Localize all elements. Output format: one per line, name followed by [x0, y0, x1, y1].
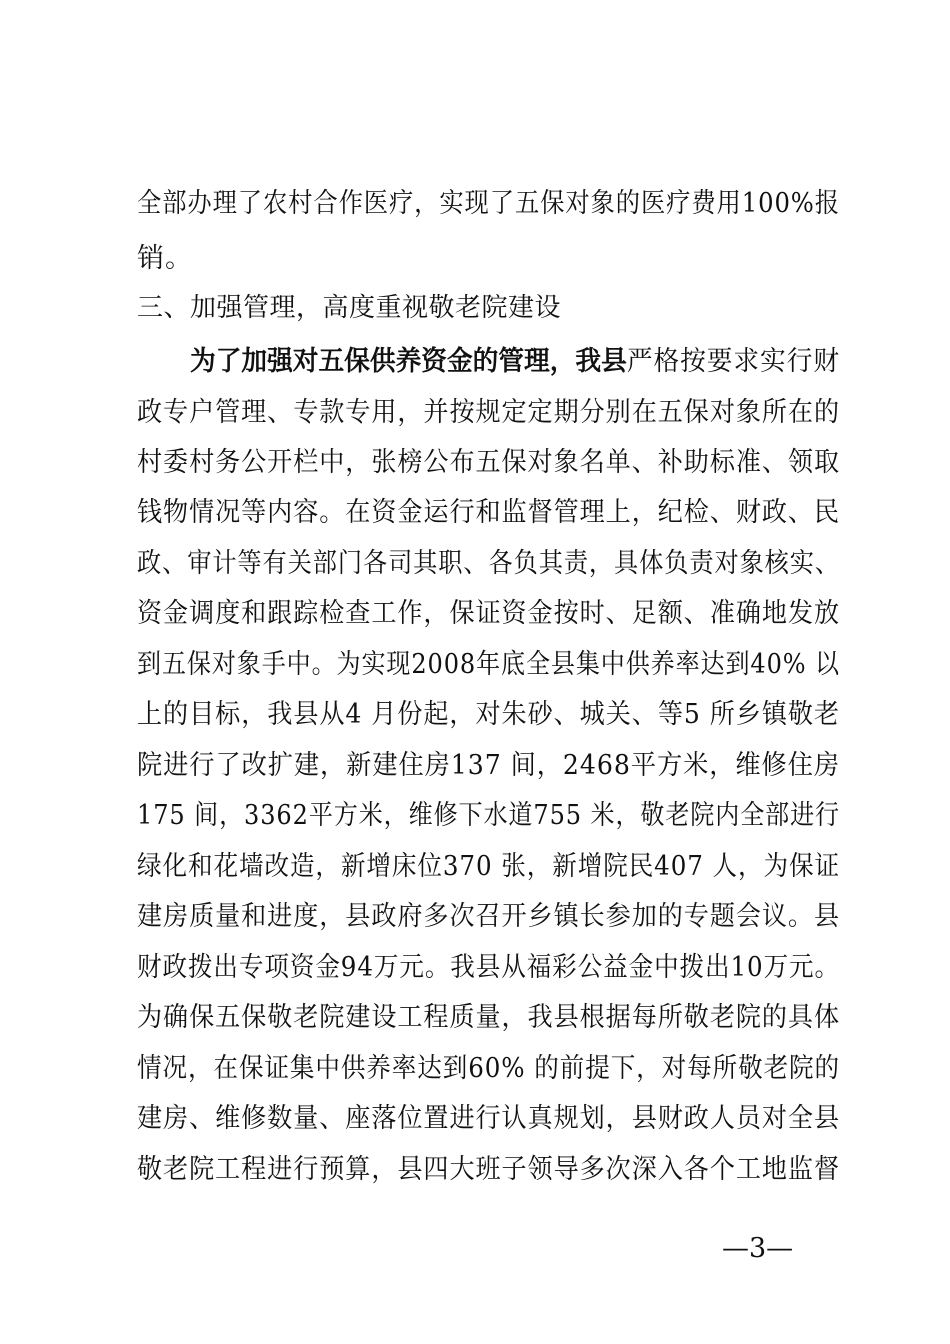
text-line: 财政拨出专项资金94万元。我县从福彩公益金中拨出10万元。: [137, 952, 840, 983]
text-line: 建房质量和进度，县政府多次召开乡镇长参加的专题会议。县: [137, 901, 840, 932]
text-line: 建房、维修数量、座落位置进行认真规划，县财政人员对全县: [137, 1103, 840, 1134]
text-line: 政、审计等有关部门各司其职、各负其责，具体负责对象核实、: [137, 548, 840, 579]
text-line: 为确保五保敬老院建设工程质量，我县根据每所敬老院的具体: [137, 1002, 840, 1033]
text-line: 钱物情况等内容。在资金运行和监督管理上，纪检、财政、民: [137, 497, 840, 528]
page-number: —3—: [722, 1233, 794, 1264]
text-line: 情况，在保证集中供养率达到60% 的前提下，对每所敬老院的: [137, 1053, 840, 1084]
paragraph-first-line: [190, 345, 840, 379]
text-line: 全部办理了农村合作医疗，实现了五保对象的医疗费用100%报: [137, 188, 840, 219]
text-span: 严格按要求实行财: [626, 346, 840, 377]
text-line: 175 间，3362平方米，维修下水道755 米，敬老院内全部进行: [137, 800, 840, 831]
text-line: 村委村务公开栏中，张榜公布五保对象名单、补助标准、领取: [137, 447, 840, 478]
bold-lead-text: 为了加强对五保供养资金的管理，我县: [190, 346, 627, 377]
text-line: 销。: [137, 243, 193, 274]
text-line: 资金调度和跟踪检查工作，保证资金按时、足额、准确地发放: [137, 598, 840, 629]
section-heading: 三、加强管理，高度重视敬老院建设: [137, 293, 562, 323]
text-line: 敬老院工程进行预算，县四大班子领导多次深入各个工地监督: [137, 1154, 840, 1185]
text-line: 上的目标，我县从4 月份起，对朱砂、城关、等5 所乡镇敬老: [137, 699, 840, 730]
text-line: 院进行了改扩建，新建住房137 间，2468平方米，维修住房: [137, 750, 840, 781]
text-line: 绿化和花墙改造，新增床位370 张，新增院民407 人，为保证: [137, 851, 840, 882]
text-line: 到五保对象手中。为实现2008年底全县集中供养率达到40% 以: [137, 649, 840, 680]
text-line: 政专户管理、专款专用，并按规定定期分别在五保对象所在的: [137, 397, 840, 428]
